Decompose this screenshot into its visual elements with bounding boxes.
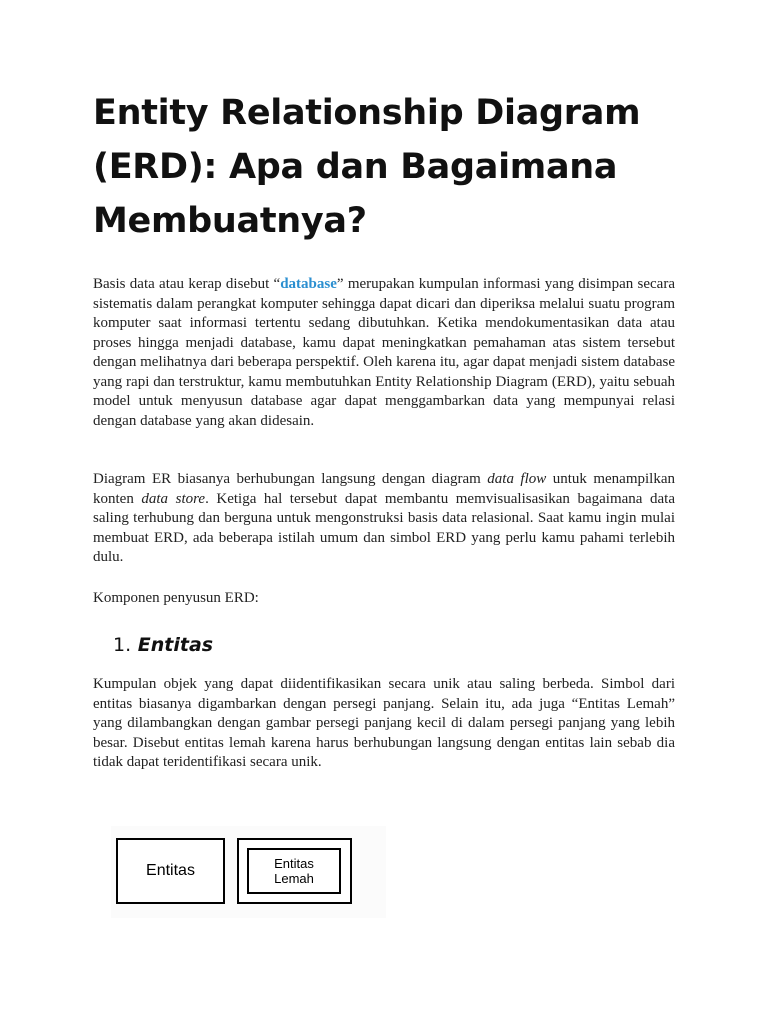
section-number: 1. xyxy=(113,634,132,656)
database-link[interactable]: database xyxy=(280,276,337,292)
page-title: Entity Relationship Diagram (ERD): Apa dan Bagaimana Membuatnya? xyxy=(93,93,641,241)
para2-part1: Diagram ER biasanya berhubungan langsung dengan diagram xyxy=(93,471,488,487)
strong-entity-symbol xyxy=(116,838,225,904)
er-diagram-paragraph xyxy=(93,470,675,568)
para2-part2: untuk menampilkan konten xyxy=(93,471,675,507)
entitas-paragraph: Kumpulan objek yang dapat diidentifikasikan secara unik atau saling berbeda. Simbol dari entitas biasanya digambarkan dengan persegi panjang. Selain itu, ada juga “Entitas Lemah” yang dilambangkan dengan gambar persegi panjang kecil di dalam persegi panjang yang lebih besar. Disebut entitas lemah karena harus berhubungan langsung dengan entitas lain sebab dia tidak dapat teridentifikasi secara unik. xyxy=(93,676,675,770)
weak-entity-label-line1: Entitas xyxy=(274,856,314,871)
section-heading-entitas xyxy=(113,631,213,659)
weak-entity-label-line2: Lemah xyxy=(274,871,314,886)
data-flow-term: data flow xyxy=(487,471,547,487)
weak-entity-symbol xyxy=(237,838,352,904)
intro-text-before: Basis data atau kerap disebut “ xyxy=(93,276,281,292)
section-title: Entitas xyxy=(137,634,214,656)
components-intro: Komponen penyusun ERD: xyxy=(93,590,259,606)
strong-entity-label: Entitas xyxy=(146,862,195,879)
intro-paragraph xyxy=(93,275,675,431)
para2-part3: . Ketiga hal tersebut dapat membantu memvisualisasikan bagaimana data saling terhubung dan berguna untuk mengonstruksi basis data relasional. Saat kamu ingin mulai membuat ERD, ada beberapa istilah umum dan simbol ERD yang perlu kamu pahami terlebih dulu. xyxy=(93,490,675,565)
entity-symbols-figure xyxy=(111,826,386,918)
data-store-term: data store xyxy=(141,490,206,507)
weak-entity-inner-box xyxy=(247,848,341,894)
intro-text-after: ” merupakan kumpulan informasi yang disimpan secara sistematis dalam perangkat komputer sehingga dapat dicari dan diperiksa melalui suatu program komputer saat informasi tertentu sedang dibutuhkan. Ketika mendokumentasikan data atau proses hingga menjadi database, kamu dapat meningkatkan pemahaman atas sistem tersebut dengan melihatnya dari beberapa perspektif. Oleh karena itu, agar dapat menjadi sistem database yang rapi dan terstruktur, kamu membutuhkan Entity Relationship Diagram (ERD), yaitu sebuah model untuk menyusun database agar dapat menggambarkan data yang mempunyai relasi dengan database yang akan didesain. xyxy=(93,276,675,429)
